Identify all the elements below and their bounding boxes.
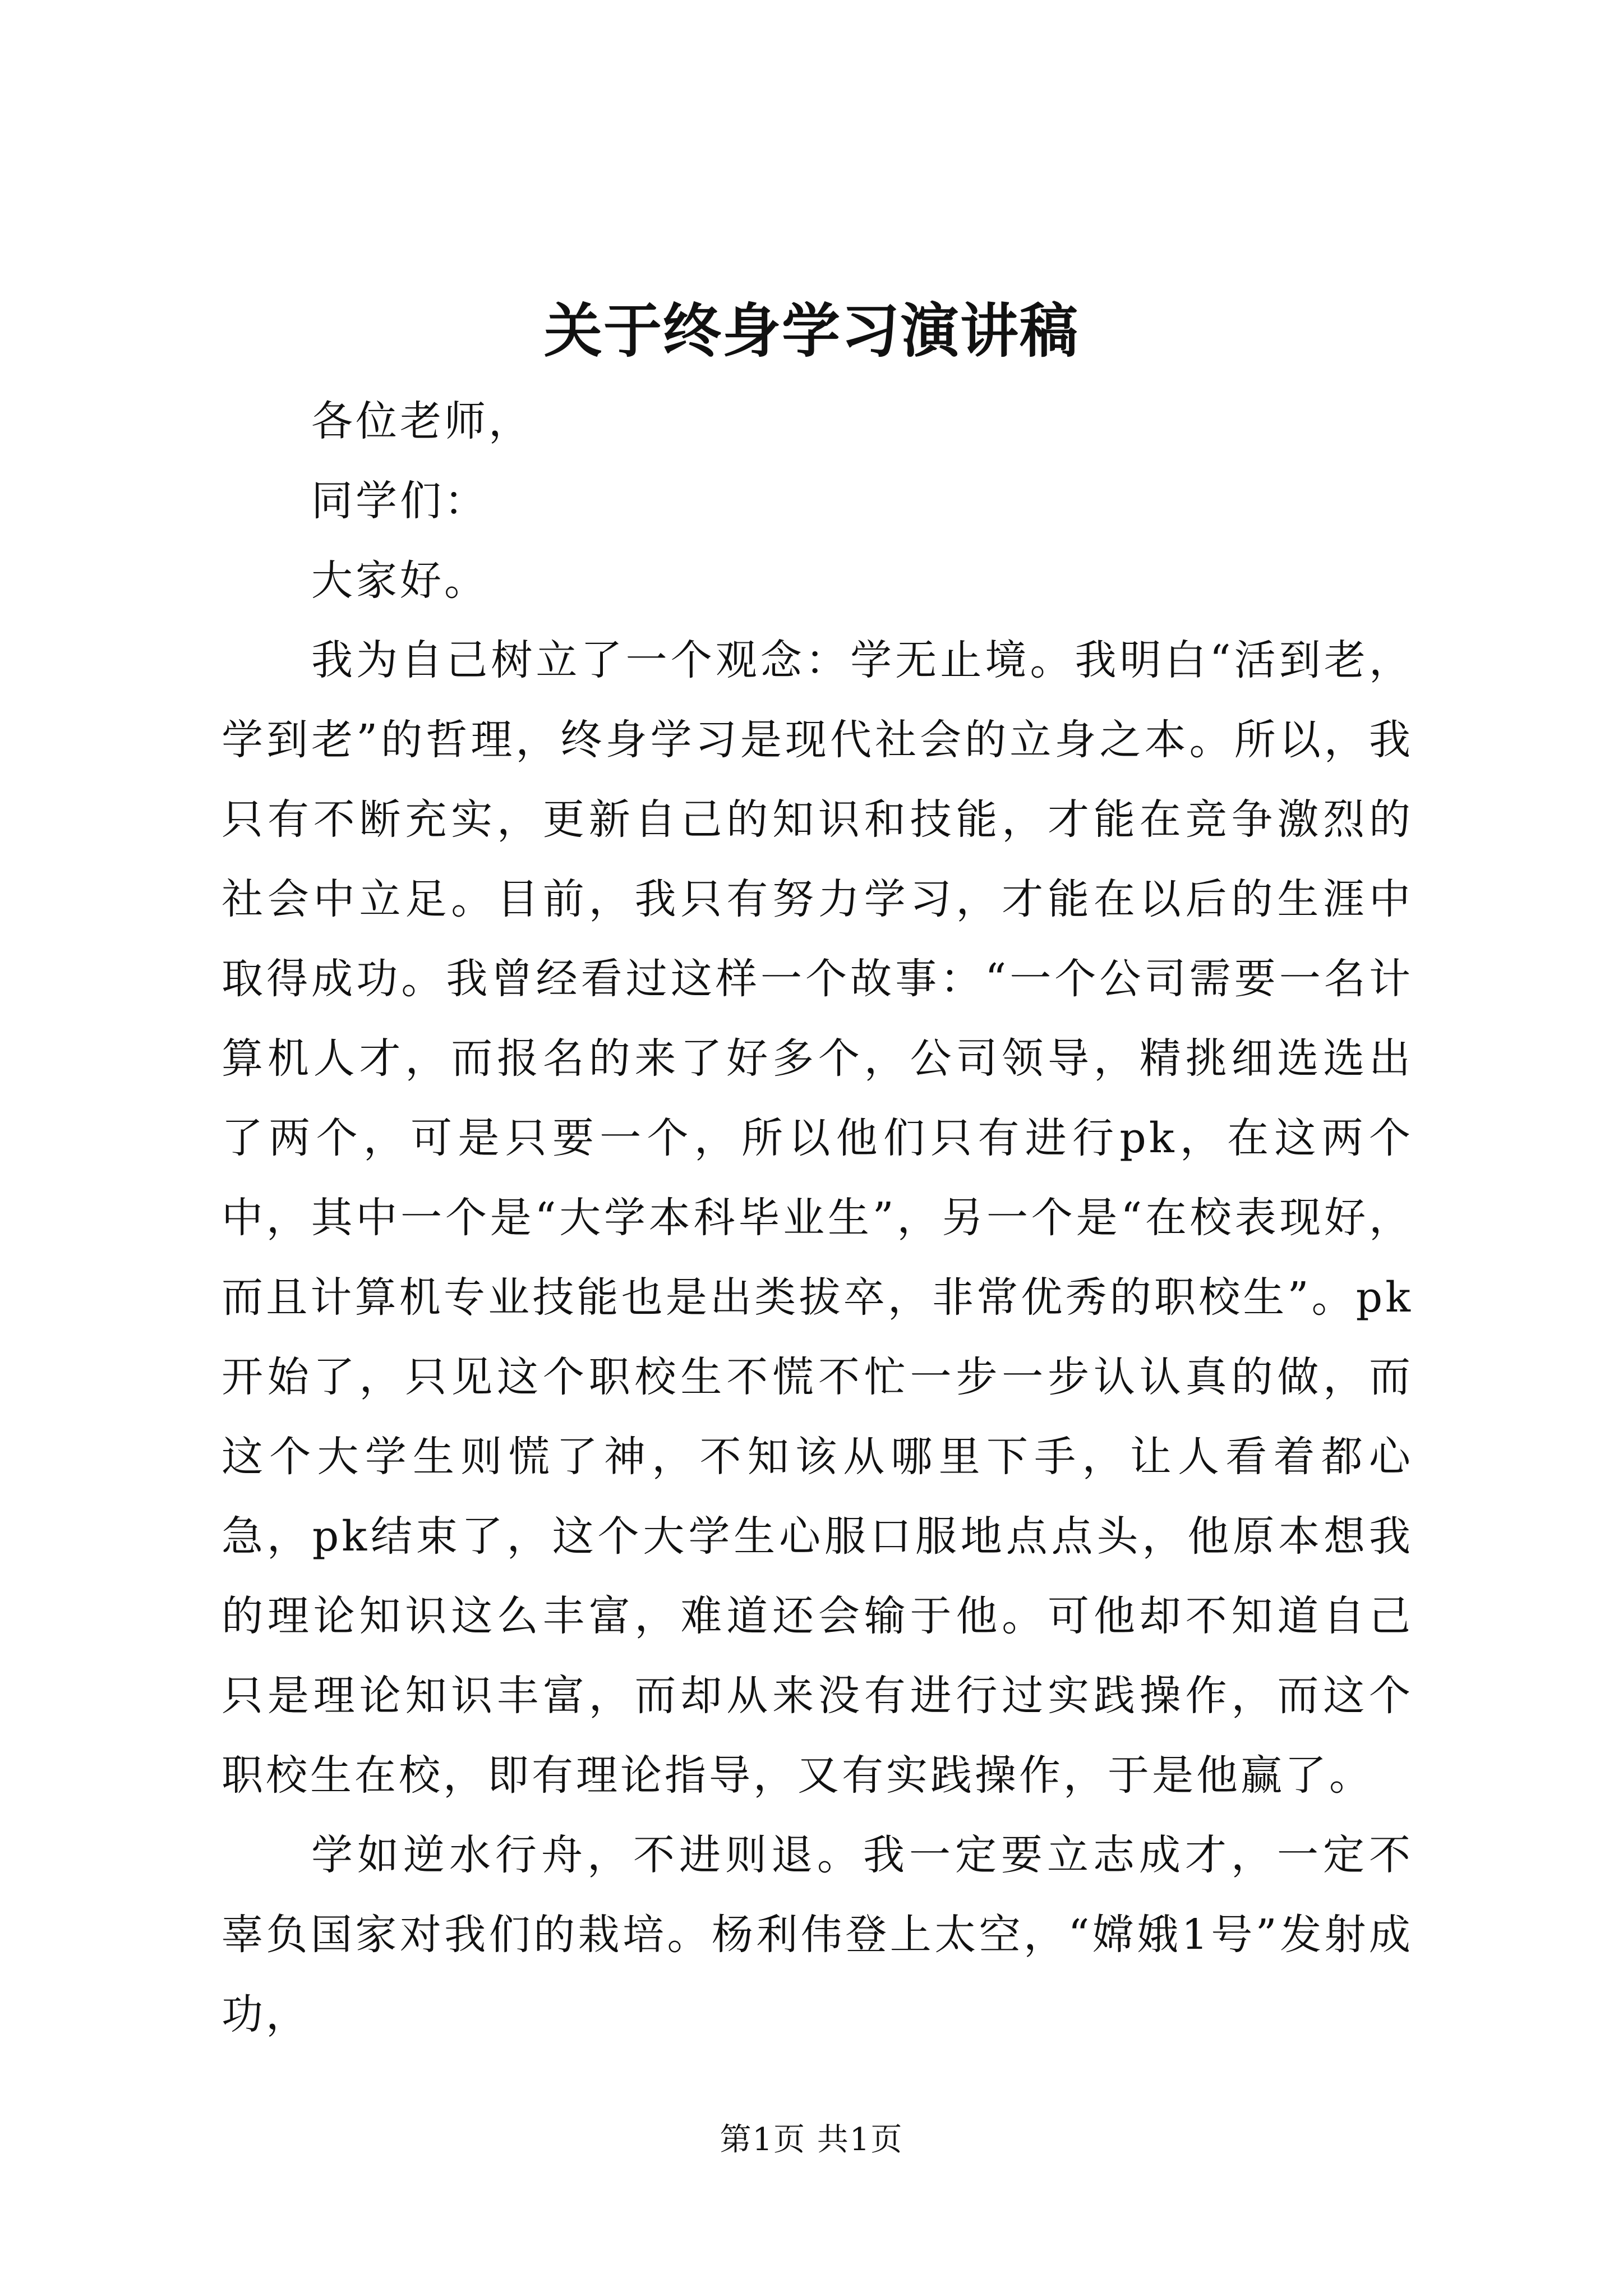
- document-title: 关于终身学习演讲稿: [543, 296, 1079, 365]
- body-paragraph: 我为自己树立了一个观念：学无止境。我明白“活到老，学到老”的哲理，终身学习是现代社会的立身之本。所以，我只有不断充实，更新自己的知识和技能，才能在竞争激烈的社会中立足。目前，我只有努力学习，才能在以后的生涯中取得成功。我曾经看过这样一个故事：“一个公司需要一名计算机人才，而报名的来了好多个，公司领导，精挑细选选出了两个，可是只要一个，所以他们只有进行pk，在这两个中，其中一个是“大学本科毕业生”，另一个是“在校表现好，而且计算机专业技能也是出类拔卒，非常优秀的职校生”。pk开始了，只见这个职校生不慌不忙一步一步认认真的做，而这个大学生则慌了神，不知该从哪里下手，让人看着都心急，pk结束了，这个大学生心服口服地点点头，他原本想我的理论知识这么丰富，难道还会输于他。可他却不知道自己只是理论知识丰富，而却从来没有进行过实践操作，而这个职校生在校，即有理论指导，又有实践操作，于是他赢了。: [222, 636, 1413, 1800]
- page-footer: 第1页 共1页: [720, 2122, 903, 2158]
- greeting-teachers: 各位老师，: [311, 397, 533, 445]
- body-paragraph: 学如逆水行舟，不进则退。我一定要立志成才，一定不辜负国家对我们的栽培。杨利伟登上太空，“嫦娥1号”发射成功，: [222, 1831, 1413, 2039]
- greeting-hello: 大家好。: [311, 556, 488, 605]
- greeting-students: 同学们：: [311, 477, 488, 525]
- document-body: [222, 381, 1413, 2054]
